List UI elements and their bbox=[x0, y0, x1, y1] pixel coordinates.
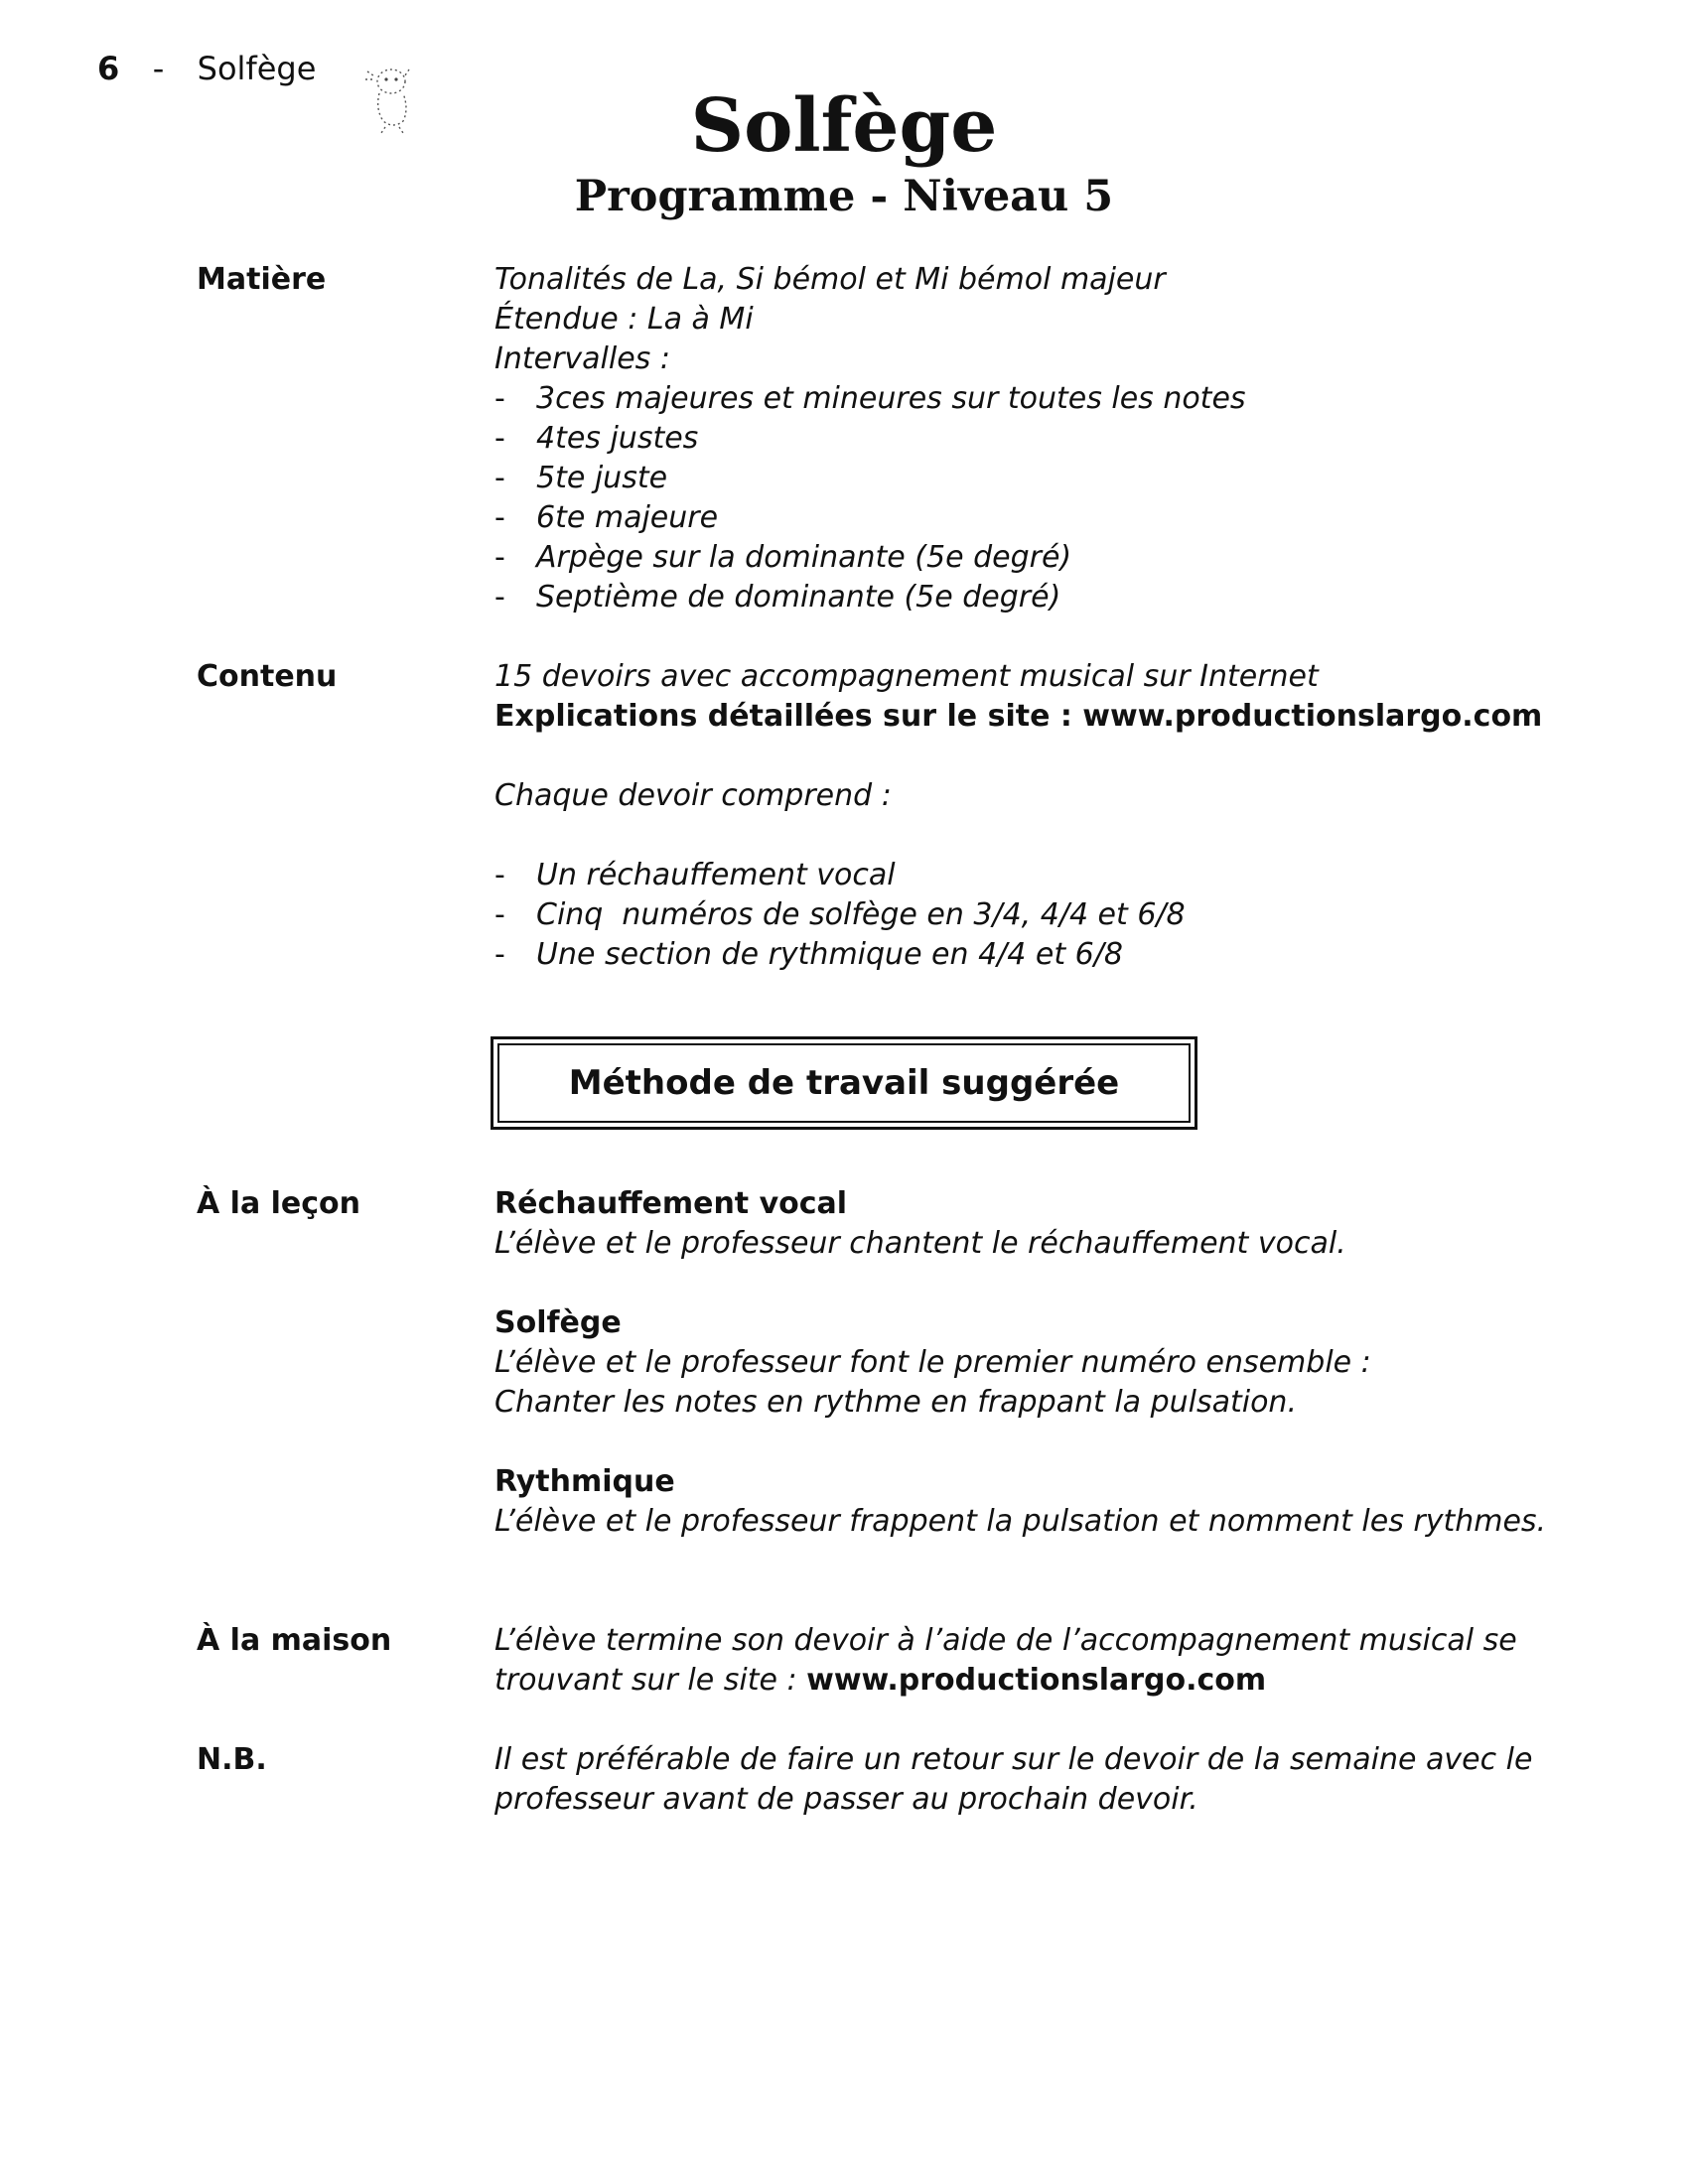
contenu-line: 15 devoirs avec accompagnement musical sur Internet bbox=[494, 659, 1319, 694]
maison-text: L’élève termine son devoir à l’aide de l’accompagnement musical se trouvant sur le site : www.productionslargo.com bbox=[494, 1623, 1517, 1698]
site-link[interactable]: www.productionslargo.com bbox=[806, 1663, 1267, 1698]
list-item: - Septième de dominante (5e degré) bbox=[494, 580, 1061, 614]
matiere-line: Tonalités de La, Si bémol et Mi bémol majeur bbox=[494, 262, 1166, 297]
contenu-site-line: Explications détaillées sur le site : www.productionslargo.com bbox=[494, 699, 1543, 734]
lecon-line: L’élève et le professeur font le premier numéro ensemble : bbox=[494, 1345, 1371, 1380]
page-number: 6 bbox=[97, 50, 120, 87]
methode-title: Méthode de travail suggérée bbox=[497, 1043, 1191, 1123]
header-separator: - bbox=[152, 50, 165, 87]
list-item: - Cinq numéros de solfège en 3/4, 4/4 et 6/8 bbox=[494, 897, 1186, 932]
lecon-line: Chanter les notes en rythme en frappant la pulsation. bbox=[494, 1385, 1297, 1420]
list-item: - 3ces majeures et mineures sur toutes les notes bbox=[494, 381, 1246, 416]
lecon-heading: Réchauffement vocal bbox=[494, 1186, 848, 1221]
header-section: Solfège bbox=[197, 50, 317, 87]
matiere-content bbox=[494, 260, 1646, 617]
list-item: - 4tes justes bbox=[494, 421, 699, 456]
matiere-line: Étendue : La à Mi bbox=[494, 302, 754, 337]
maison-content bbox=[494, 1621, 1567, 1701]
page-subtitle: Programme - Niveau 5 bbox=[574, 172, 1114, 221]
lecon-heading: Solfège bbox=[494, 1305, 622, 1340]
lecon-content bbox=[494, 1184, 1646, 1542]
nb-line: Il est préférable de faire un retour sur le devoir de la semaine avec le bbox=[494, 1742, 1533, 1777]
lecon-heading: Rythmique bbox=[494, 1464, 675, 1499]
matiere-line: Intervalles : bbox=[494, 341, 670, 376]
lecon-label: À la leçon bbox=[197, 1186, 361, 1221]
methode-box bbox=[491, 1036, 1197, 1130]
nb-content bbox=[494, 1740, 1646, 1820]
nb-line: professeur avant de passer au prochain devoir. bbox=[494, 1782, 1198, 1817]
list-item: - 6te majeure bbox=[494, 500, 719, 535]
list-item: - 5te juste bbox=[494, 461, 668, 495]
contenu-line: Chaque devoir comprend : bbox=[494, 778, 892, 813]
list-item: - Arpège sur la dominante (5e degré) bbox=[494, 540, 1072, 575]
contenu-content bbox=[494, 657, 1646, 975]
list-item: - Un réchauffement vocal bbox=[494, 858, 896, 892]
matiere-label: Matière bbox=[197, 262, 327, 297]
nb-label: N.B. bbox=[197, 1742, 267, 1777]
lecon-line: L’élève et le professeur chantent le réchauffement vocal. bbox=[494, 1226, 1346, 1261]
lecon-line: L’élève et le professeur frappent la pulsation et nomment les rythmes. bbox=[494, 1504, 1547, 1539]
maison-label: À la maison bbox=[197, 1623, 392, 1658]
contenu-label: Contenu bbox=[197, 659, 338, 694]
page-title: Solfège bbox=[690, 83, 998, 169]
list-item: - Une section de rythmique en 4/4 et 6/8 bbox=[494, 937, 1123, 972]
